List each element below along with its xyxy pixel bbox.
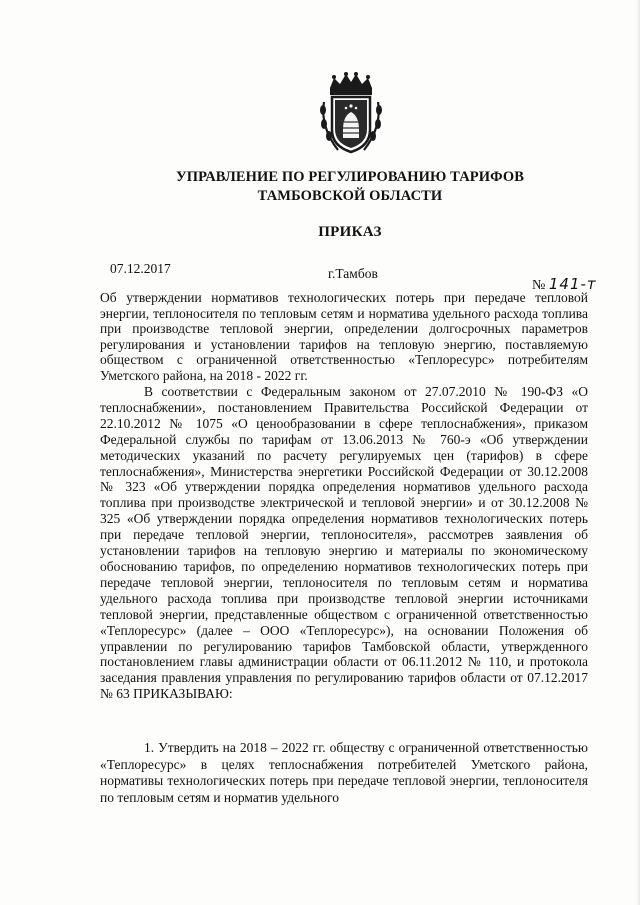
authority-line-2: ТАМБОВСКОЙ ОБЛАСТИ: [257, 188, 443, 204]
scan-edge-shadow: [636, 0, 640, 905]
tambov-coat-of-arms-icon: [318, 72, 384, 158]
order-preamble: В соответствии с Федеральным законом от 27.07.2010 № 190-ФЗ «О теплоснабжении», постановлением Правительства Российской Федерации от 22.10.2012 № 1075 «О ценообразовании в сфере теплоснабжения», приказом Федеральной службы по тарифам от 13.06.2013 № 760-э «Об утверждении методических указаний по расчету регулируемых цен (тарифов) в сфере теплоснабжения», Министерства энергетики Российской Федерации от 30.12.2008 № 323 «Об утверждении порядка определения нормативов удельного расхода топлива при производстве электрической и тепловой энергии» и от 30.12.2008 № 325 «Об утверждении порядка определения нормативов технологических потерь при передаче тепловой энергии, теплоносителя», рассмотрев заявления об установлении тарифов на тепловую энергию и материалы по экономическому обоснованию тарифов, по определению нормативов технологических потерь при передаче тепловой энергии, теплоносителя по тепловым сетям и норматива удельного расхода топлива при производстве тепловой энергии источниками тепловой энергии, представленные обществом с ограниченной ответственностью «Теплоресурс» (далее – ООО «Теплоресурс»), на основании Положения об управлении по регулированию тарифов Тамбовской области, утвержденного постановлением главы администрации области от 06.11.2012 № 110, и протокола заседания правления управления по регулированию тарифов области от 07.12.2017 № 63 ПРИКАЗЫВАЮ:: [100, 384, 588, 702]
document-date: 07.12.2017: [110, 261, 171, 276]
issuing-authority: [100, 168, 600, 206]
document-type: ПРИКАЗ: [318, 224, 382, 240]
handwritten-number: 141-т: [548, 275, 597, 293]
document-city: г.Тамбов: [328, 266, 378, 281]
order-item-1: 1. Утвердить на 2018 – 2022 гг. обществу с ограниченной ответственностью «Теплоресурс» в целях теплоснабжения потребителей Уметского района, нормативы технологических потерь при передаче тепловой энергии, теплоносителя по тепловым сетям и норматив удельного: [100, 740, 588, 805]
authority-line-1: УПРАВЛЕНИЕ ПО РЕГУЛИРОВАНИЮ ТАРИФОВ: [175, 169, 525, 185]
order-subject: Об утверждении нормативов технологических потерь при передаче тепловой энергии, теплоносителя по тепловым сетям и норматива удельного расхода топлива при производстве тепловой энергии, определении долгосрочных параметров регулирования и установлении тарифов на тепловую энергию, поставляемую обществом с ограниченной ответственностью «Теплоресурс» потребителям Уметского района, на 2018 - 2022 гг.: [100, 290, 588, 383]
number-sign: №: [532, 278, 546, 293]
